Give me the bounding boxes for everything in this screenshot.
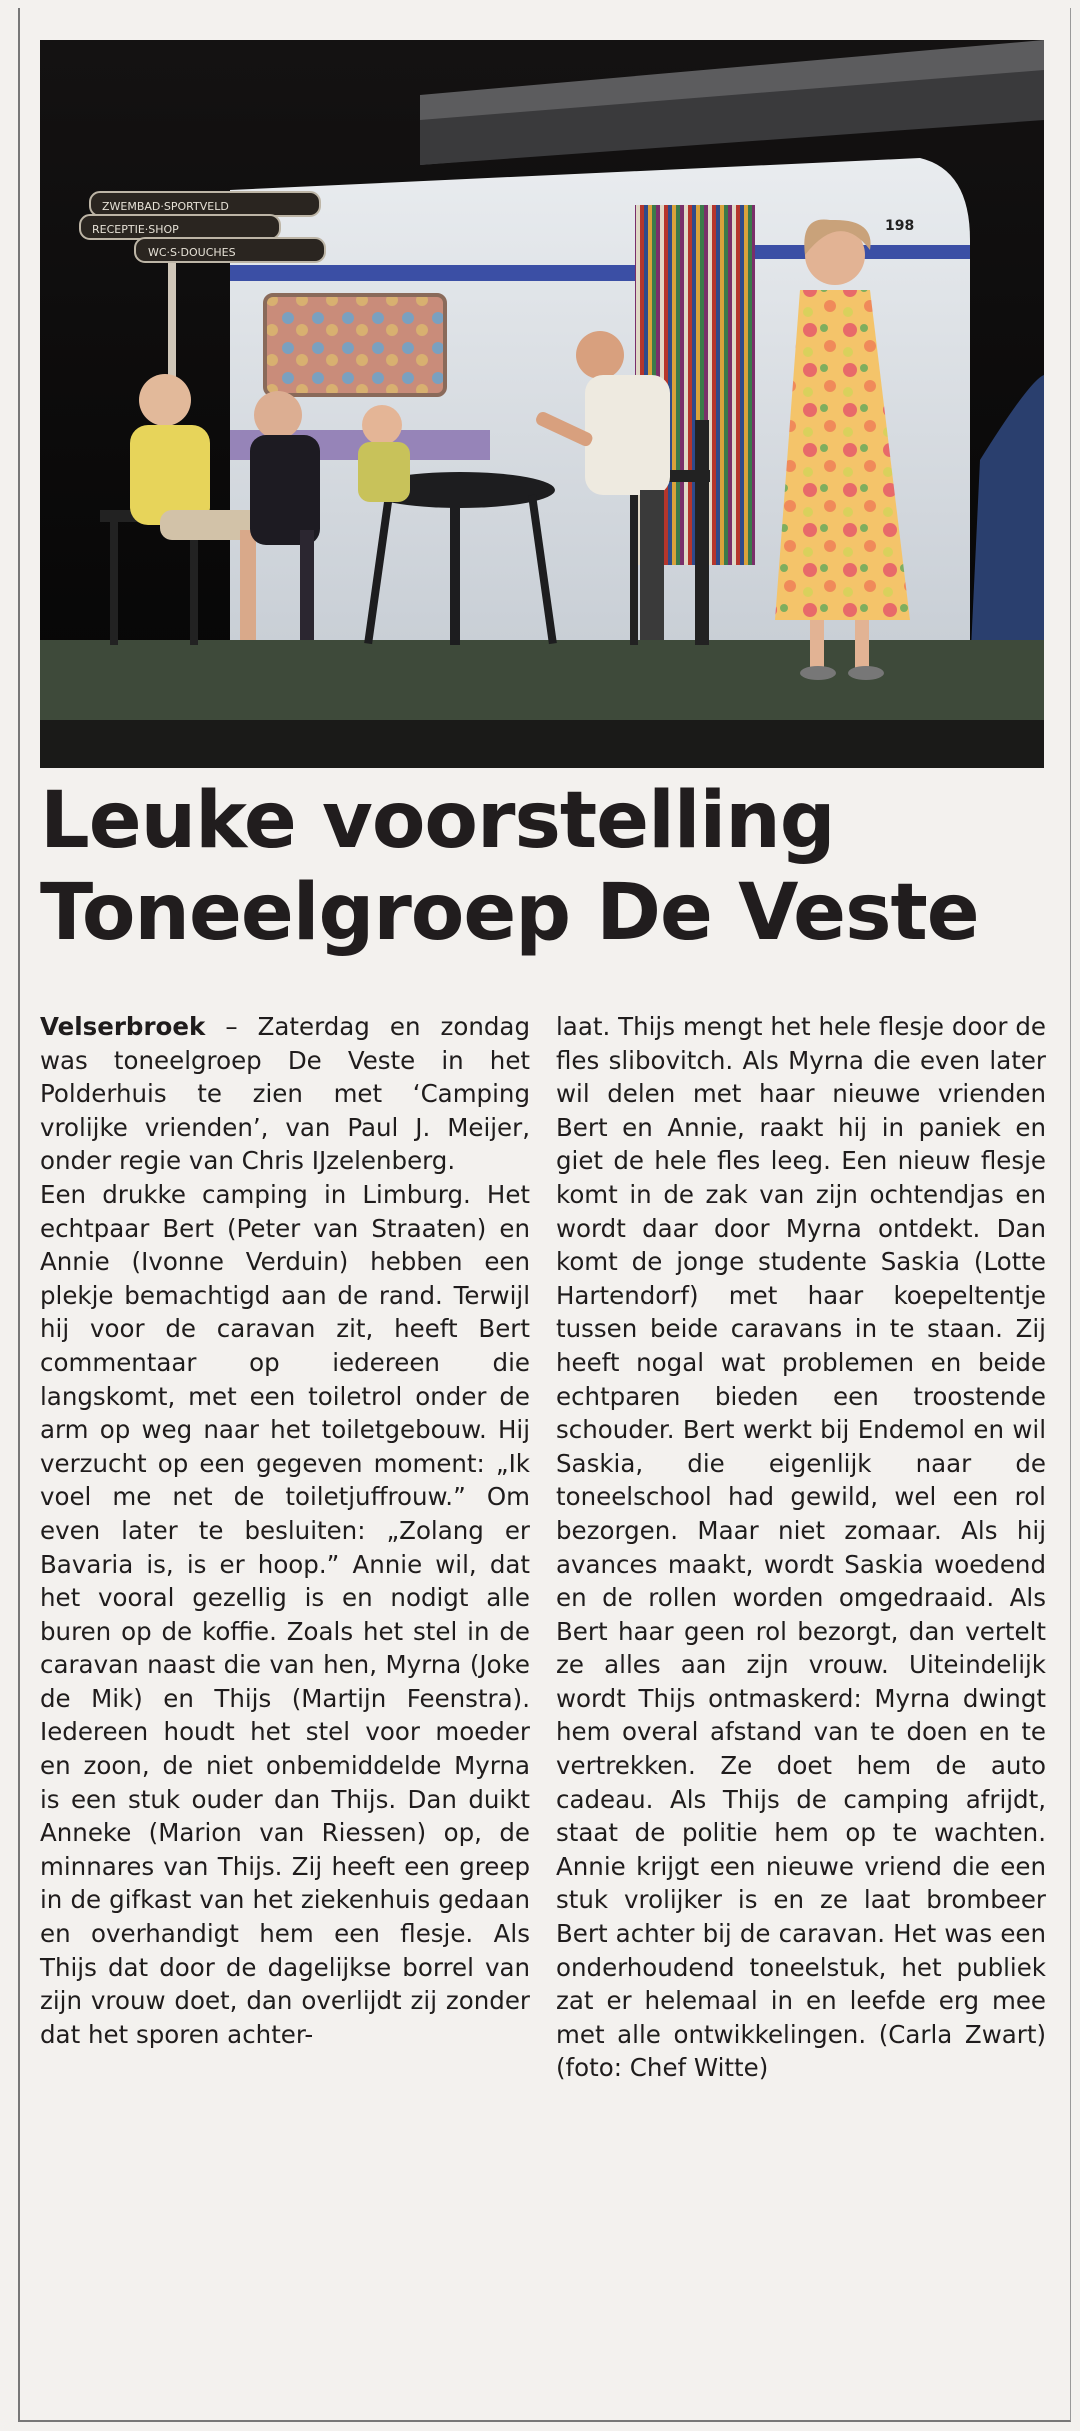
article-paragraph: Een drukke camping in Limburg. Het echtpaar Bert (Peter van Straaten) en Annie (Ivonne Verduin) hebben een plekje bemachtigd aan de rand. Terwijl hij voor de caravan zit, heeft Bert commentaar op iedereen die langskomt, met een toiletrol onder de arm op weg naar het toiletgebouw. Hij verzucht op een gegeven moment: „Ik voel me net de toiletjuffrouw.” Om even later te besluiten: „Zolang er Bavaria is, is er hoop.” Annie wil, dat het vooral gezellig is en nodigt alle buren op de koffie. Zoals het stel in de caravan naast die van hen, Myrna (Joke de Mik) en Thijs (Martijn Feenstra). Iedereen houdt het stel voor moeder en zoon, de niet onbemiddelde Myrna is een stuk ouder dan Thijs. Dan duikt Anneke (Marion van Riessen) op, de minnares van Thijs. Zij heeft een greep in de gifkast van het ziekenhuis gedaan en overhandigt hem een flesje. Als Thijs dat door de dagelijkse borrel van zijn vrouw doet, dan overlijdt zij zonder dat het sporen achter- — [40, 1179, 530, 2049]
article-paragraph: laat. Thijs mengt het hele flesje door de fles slibovitch. Als Myrna die even later wil delen met haar nieuwe vrienden Bert en Annie, raakt hij in paniek en giet de hele fles leeg. Een nieuw flesje komt in de zak van zijn ochtendjas en wordt daar door Myrna ontdekt. Dan komt de jonge studente Saskia (Lotte Hartendorf) met haar koepeltentje tussen beide caravans in te staan. Zij heeft nogal wat problemen en beide echtparen bieden een troostende schouder. Bert werkt bij Endemol en wil Saskia, die eigenlijk naar de toneelschool had gewild, wel een rol bezorgen. Maar niet zomaar. Als hij avances maakt, wordt Saskia woedend en de rollen worden omgedraaid. Als Bert haar geen rol bezorgt, dan vertelt ze alles aan zijn vrouw. Uiteindelijk wordt Thijs ontmaskerd: Myrna dwingt hem overal afstand van te doen en te vertrekken. Ze doet hem de auto cadeau. Als Thijs de camping afrijdt, staat de politie hem op te wachten. Annie krijgt een nieuwe vriend die een stuk vrolijker is en ze laat brombeer Bert achter bij de caravan. Het was een onderhoudend toneelstuk, het publiek zat er helemaal in en leefde erg mee met alle ontwikkelingen. (Carla Zwart) (foto: Chef Witte) — [556, 1012, 1046, 2083]
headline-line-1: Leuke voorstelling — [40, 776, 835, 866]
caravan-number: 198 — [885, 218, 915, 234]
sign-text-2: RECEPTIE·SHOP — [92, 223, 179, 236]
article-column-left — [40, 1010, 530, 2051]
sign-text-1: ZWEMBAD·SPORTVELD — [102, 200, 229, 213]
article-column-right — [556, 1010, 1046, 2085]
sign-text-3: WC·S·DOUCHES — [148, 246, 236, 259]
article-photo — [40, 40, 1044, 768]
paragraph-text: – Zaterdag en zondag was toneelgroep De Veste in het Polderhuis te zien met ‘Camping vrolijke vrienden’, van Paul J. Meijer, onder regie van Chris IJzelenberg. — [40, 1012, 530, 1176]
headline-line-2: Toneelgroep De Veste — [40, 868, 979, 958]
dateline: Velserbroek — [40, 1012, 206, 1041]
headline — [40, 775, 1044, 959]
article-paragraph — [40, 1010, 530, 1178]
